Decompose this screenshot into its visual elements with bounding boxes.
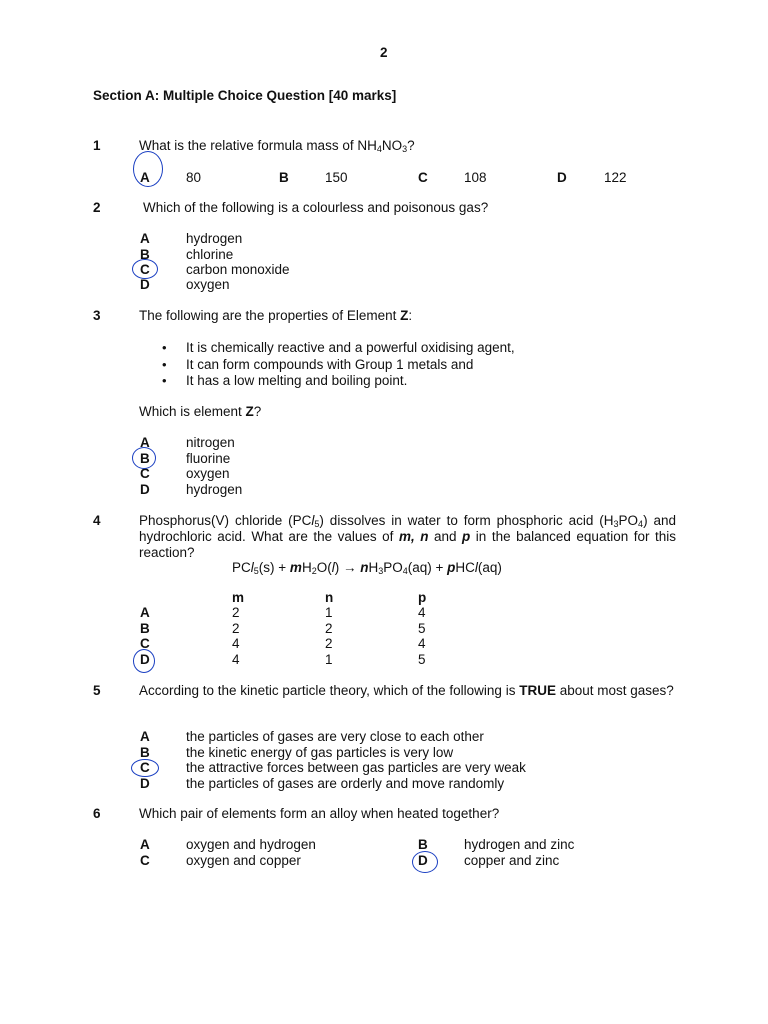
q5-answer-circle — [131, 759, 159, 777]
q2-option-b-value: chlorine — [186, 247, 234, 262]
arrow-icon: → — [342, 560, 361, 575]
q5-option-c-letter: C — [140, 760, 150, 775]
q3-option-c-letter: C — [140, 466, 150, 481]
q4-row-b-m: 2 — [232, 621, 240, 636]
q4-row-a-n: 1 — [325, 605, 333, 620]
q4-equation: $PCl_5(s) + mH_2O(l) \to nH_3PO_4(aq)$ + pHCl(aq) — [232, 560, 502, 576]
q2-option-d-value: oxygen — [186, 277, 230, 292]
q3-property: • It is chemically reactive and a powerful oxidising agent, — [162, 340, 515, 357]
q5-text: According to the kinetic particle theory, which of the following is TRUE about most gases? — [139, 683, 674, 698]
q4-number: 4 — [93, 513, 101, 528]
q4-row-a-p: 4 — [418, 605, 426, 620]
q4-header-p: p — [418, 590, 427, 605]
q1-answer-circle — [133, 151, 163, 187]
q5-option-a-value: the particles of gases are very close to each other — [186, 729, 484, 744]
q6-option-b-letter: B — [418, 837, 428, 852]
q6-option-d-value: copper and zinc — [464, 853, 560, 868]
q4-row-b-letter: B — [140, 621, 150, 636]
q2-option-a-value: hydrogen — [186, 231, 243, 246]
q2-option-c-letter: C — [140, 262, 150, 277]
q4-header-m: m — [232, 590, 245, 605]
q1-number: 1 — [93, 138, 101, 153]
q4-row-c-p: 4 — [418, 636, 426, 651]
q6-option-c-value: oxygen and copper — [186, 853, 301, 868]
q3-number: 3 — [93, 308, 101, 323]
q3-option-a-letter: A — [140, 435, 150, 450]
q6-option-c-letter: C — [140, 853, 150, 868]
q5-option-b-value: the kinetic energy of gas particles is very low — [186, 745, 454, 760]
q4-row-d-n: 1 — [325, 652, 333, 667]
q4-answer-circle — [133, 649, 155, 673]
q4-row-a-letter: A — [140, 605, 150, 620]
q6-text: Which pair of elements form an alloy when heated together? — [139, 806, 500, 821]
q6-option-d-letter: D — [418, 853, 428, 868]
q1-option-d-value: 122 — [604, 170, 627, 185]
q4-row-b-p: 5 — [418, 621, 426, 636]
q4-row-a-m: 2 — [232, 605, 240, 620]
q3-property: • It has a low melting and boiling point. — [162, 373, 515, 390]
q6-number: 6 — [93, 806, 101, 821]
q4-row-c-n: 2 — [325, 636, 333, 651]
q5-option-a-letter: A — [140, 729, 150, 744]
q5-option-c-value: the attractive forces between gas particles are very weak — [186, 760, 526, 775]
q6-option-a-letter: A — [140, 837, 150, 852]
q2-number: 2 — [93, 200, 101, 215]
q3-option-b-value: fluorine — [186, 451, 231, 466]
q1-option-a-value: 80 — [186, 170, 202, 185]
section-title: Section A: Multiple Choice Question [40 marks] — [93, 88, 397, 103]
q4-text: Phosphorus(V) chloride (PCl$_5$) dissolves in water to form phosphoric acid $(H_3PO_4)$ and hydrochloric acid. What are the values of m, n and p in the balanced equation for this reaction? — [139, 513, 676, 560]
q6-option-b-value: hydrogen and zinc — [464, 837, 575, 852]
q3-property: • It can form compounds with Group 1 metals and — [162, 357, 515, 374]
q4-row-b-n: 2 — [325, 621, 333, 636]
q3-option-a-value: nitrogen — [186, 435, 235, 450]
q1-option-b-letter: B — [279, 170, 289, 185]
q2-option-b-letter: B — [140, 247, 150, 262]
q4-row-d-p: 5 — [418, 652, 426, 667]
q1-option-d-letter: D — [557, 170, 567, 185]
q4-row-c-letter: C — [140, 636, 150, 651]
q2-option-c-value: carbon monoxide — [186, 262, 290, 277]
q2-text: Which of the following is a colourless and poisonous gas? — [143, 200, 489, 215]
q1-option-c-letter: C — [418, 170, 428, 185]
q2-answer-circle — [132, 259, 158, 279]
q1-option-a-letter: A — [140, 170, 150, 185]
q5-option-b-letter: B — [140, 745, 150, 760]
q3-option-d-letter: D — [140, 482, 150, 497]
q3-option-b-letter: B — [140, 451, 150, 466]
q5-option-d-letter: D — [140, 776, 150, 791]
q1-option-b-value: 150 — [325, 170, 348, 185]
q3-answer-circle — [132, 447, 156, 469]
q3-option-c-value: oxygen — [186, 466, 230, 481]
q3-text: The following are the properties of Element Z: — [139, 308, 413, 323]
q3-properties-list — [162, 340, 515, 390]
q5-option-d-value: the particles of gases are orderly and move randomly — [186, 776, 505, 791]
q2-option-a-letter: A — [140, 231, 150, 246]
q2-option-d-letter: D — [140, 277, 150, 292]
q4-row-c-m: 4 — [232, 636, 240, 651]
page-number: 2 — [380, 45, 388, 60]
q4-header-n: n — [325, 590, 334, 605]
q6-answer-circle — [412, 851, 438, 873]
q1-text: What is the relative formula mass of $NH_4NO_3$? — [139, 138, 415, 154]
q4-row-d-letter: D — [140, 652, 150, 667]
q3-option-d-value: hydrogen — [186, 482, 243, 497]
q3-question: Which is element Z? — [139, 404, 262, 419]
q6-option-a-value: oxygen and hydrogen — [186, 837, 316, 852]
q4-row-d-m: 4 — [232, 652, 240, 667]
q5-number: 5 — [93, 683, 101, 698]
q1-option-c-value: 108 — [464, 170, 487, 185]
